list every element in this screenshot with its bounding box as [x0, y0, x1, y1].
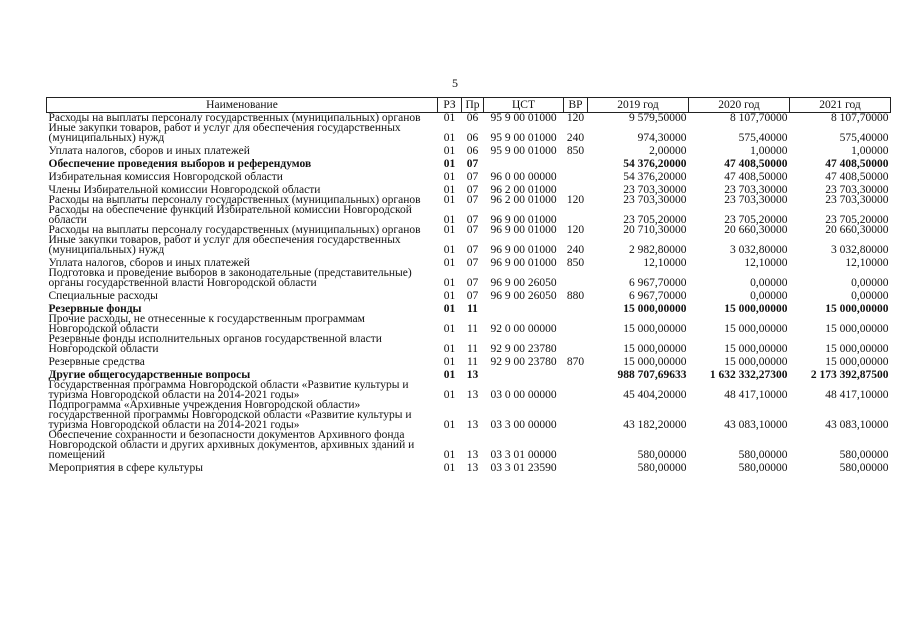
cell-cst: 92 9 00 23780 — [490, 343, 557, 355]
cell-name: Члены Избирательной комиссии Новгородской области — [48, 184, 321, 196]
cell-name: Избирательная комиссия Новгородской области — [48, 171, 283, 183]
cell-pr: 07 — [466, 171, 479, 183]
cell-pr: 13 — [466, 449, 479, 461]
cell-y2021: 2 173 392,87500 — [810, 369, 889, 381]
cell-y2020: 23 705,20000 — [724, 214, 788, 226]
cell-y2019: 20 710,30000 — [623, 224, 687, 236]
cell-cst: 92 0 00 00000 — [490, 323, 557, 335]
cell-vr — [564, 314, 588, 334]
cell-rz: 01 — [443, 214, 456, 226]
cell-vr: 120 — [566, 112, 585, 124]
cell-pr: 06 — [466, 145, 479, 157]
cell-rz: 01 — [443, 158, 456, 170]
cell-y2021: 0,00000 — [851, 290, 889, 302]
cell-y2019: 2,00000 — [649, 145, 687, 157]
cell-y2019: 2 982,80000 — [629, 244, 687, 256]
cell-name: Мероприятия в сфере культуры — [48, 462, 204, 474]
cell-y2020: 23 703,30000 — [724, 194, 788, 206]
cell-vr — [564, 268, 588, 288]
cell-name: Государственная программа Новгородской области «Развитие культуры и туризма Новгородской области на 2014-2021 годы» — [48, 379, 409, 401]
cell-rz: 01 — [443, 112, 456, 124]
header-name: Наименование — [47, 98, 438, 113]
cell-cst: 03 3 01 23590 — [490, 462, 557, 474]
cell-name: Прочие расходы, не отнесенные к государственным программам Новгородской области — [48, 313, 365, 335]
table-row — [47, 288, 891, 301]
cell-rz: 01 — [443, 369, 456, 381]
cell-y2019: 12,10000 — [643, 257, 687, 269]
cell-name: Резервные средства — [48, 356, 145, 368]
table-row — [47, 354, 891, 367]
cell-cst: 95 9 00 01000 — [490, 132, 557, 144]
cell-vr — [564, 380, 588, 400]
cell-cst: 96 9 00 26050 — [490, 277, 557, 289]
cell-y2021: 575,40000 — [839, 132, 889, 144]
cell-pr: 11 — [466, 343, 479, 355]
cell-y2019: 54 376,20000 — [623, 171, 687, 183]
cell-vr: 240 — [566, 244, 585, 256]
table-row — [47, 143, 891, 156]
cell-vr: 120 — [566, 224, 585, 236]
cell-cst: 95 9 00 01000 — [490, 145, 557, 157]
cell-pr: 07 — [466, 224, 479, 236]
cell-pr: 13 — [466, 462, 479, 474]
table-row — [47, 268, 891, 288]
cell-pr: 07 — [466, 184, 479, 196]
cell-y2020: 15 000,00000 — [724, 303, 788, 315]
page-number: 5 — [452, 76, 458, 90]
table-header-row — [47, 98, 891, 113]
cell-y2019: 15 000,00000 — [623, 303, 687, 315]
cell-rz: 01 — [443, 244, 456, 256]
cell-y2021: 20 660,30000 — [825, 224, 889, 236]
cell-y2019: 580,00000 — [637, 462, 687, 474]
cell-cst: 03 3 00 00000 — [490, 419, 557, 431]
table-body — [47, 113, 891, 474]
cell-y2020: 580,00000 — [738, 462, 788, 474]
cell-rz: 01 — [443, 449, 456, 461]
cell-y2019: 15 000,00000 — [623, 356, 687, 368]
cell-rz: 01 — [443, 277, 456, 289]
cell-pr: 07 — [466, 214, 479, 226]
cell-cst: 96 9 00 01000 — [490, 224, 557, 236]
cell-pr: 07 — [466, 257, 479, 269]
cell-pr: 13 — [466, 419, 479, 431]
cell-y2019: 580,00000 — [637, 449, 687, 461]
cell-cst: 96 0 00 00000 — [490, 171, 557, 183]
cell-pr: 11 — [467, 303, 478, 315]
cell-cst — [484, 156, 564, 169]
cell-y2021: 12,10000 — [845, 257, 889, 269]
cell-rz: 01 — [443, 194, 456, 206]
cell-rz: 01 — [443, 184, 456, 196]
cell-y2021: 23 705,20000 — [825, 214, 889, 226]
table-row — [47, 334, 891, 354]
cell-y2020: 23 703,30000 — [724, 184, 788, 196]
cell-vr — [564, 334, 588, 354]
cell-y2020: 1 632 332,27300 — [709, 369, 788, 381]
cell-y2019: 15 000,00000 — [623, 323, 687, 335]
cell-pr: 13 — [466, 369, 479, 381]
cell-pr: 07 — [466, 244, 479, 256]
cell-pr: 07 — [466, 290, 479, 302]
cell-y2019: 45 404,20000 — [623, 389, 687, 401]
cell-pr: 06 — [466, 112, 479, 124]
cell-rz: 01 — [443, 389, 456, 401]
cell-y2021: 43 083,10000 — [825, 419, 889, 431]
header-2021: 2021 год — [790, 98, 891, 113]
cell-name: Подготовка и проведение выборов в законодательные (представительные) органы государственной власти Новгородской области — [48, 267, 412, 289]
header-rz: РЗ — [438, 98, 462, 113]
cell-cst: 96 2 00 01000 — [490, 194, 557, 206]
cell-y2019: 9 579,50000 — [629, 112, 687, 124]
cell-vr — [564, 367, 588, 380]
cell-y2020: 580,00000 — [738, 449, 788, 461]
cell-name: Уплата налогов, сборов и иных платежей — [48, 257, 250, 269]
cell-y2021: 1,00000 — [851, 145, 889, 157]
cell-vr — [564, 156, 588, 169]
cell-rz: 01 — [443, 303, 456, 315]
cell-y2021: 15 000,00000 — [825, 303, 889, 315]
cell-rz: 01 — [443, 462, 456, 474]
header-pr: Пр — [462, 98, 484, 113]
cell-pr: 11 — [466, 356, 479, 368]
cell-cst: 92 9 00 23780 — [490, 356, 557, 368]
cell-cst: 96 9 00 01000 — [490, 244, 557, 256]
cell-y2019: 974,30000 — [637, 132, 687, 144]
cell-rz: 01 — [443, 419, 456, 431]
table-row — [47, 314, 891, 334]
cell-y2020: 8 107,70000 — [730, 112, 788, 124]
cell-y2020: 575,40000 — [738, 132, 788, 144]
cell-cst: 95 9 00 01000 — [490, 112, 557, 124]
cell-y2020: 1,00000 — [750, 145, 788, 157]
cell-y2021: 48 417,10000 — [825, 389, 889, 401]
cell-y2021: 3 032,80000 — [831, 244, 889, 256]
cell-cst: 03 0 00 00000 — [490, 389, 557, 401]
cell-rz: 01 — [443, 343, 456, 355]
cell-y2019: 23 703,30000 — [623, 194, 687, 206]
cell-y2020: 47 408,50000 — [724, 158, 788, 170]
cell-name: Обеспечение сохранности и безопасности документов Архивного фонда Новгородской области и других архивных документов, архивных зданий и помещений — [48, 429, 415, 461]
table-row — [47, 430, 891, 460]
cell-y2021: 15 000,00000 — [825, 343, 889, 355]
cell-cst: 03 3 01 00000 — [490, 449, 557, 461]
cell-name: Расходы на выплаты персоналу государственных (муниципальных) органов — [48, 224, 421, 236]
cell-name: Другие общегосударственные вопросы — [48, 369, 251, 381]
cell-y2019: 6 967,70000 — [629, 290, 687, 302]
cell-y2019: 23 705,20000 — [623, 214, 687, 226]
header-2019: 2019 год — [588, 98, 689, 113]
cell-vr — [564, 205, 588, 225]
cell-rz: 01 — [443, 323, 456, 335]
cell-y2019: 43 182,20000 — [623, 419, 687, 431]
cell-y2020: 43 083,10000 — [724, 419, 788, 431]
cell-y2020: 15 000,00000 — [724, 323, 788, 335]
cell-pr: 07 — [466, 158, 479, 170]
cell-name: Уплата налогов, сборов и иных платежей — [48, 145, 250, 157]
cell-cst — [484, 367, 564, 380]
cell-name: Иные закупки товаров, работ и услуг для обеспечения государственных (муниципальных) нужд — [48, 122, 401, 144]
cell-y2021: 15 000,00000 — [825, 356, 889, 368]
cell-y2019: 15 000,00000 — [623, 343, 687, 355]
cell-y2019: 988 707,69633 — [617, 369, 687, 381]
cell-rz: 01 — [443, 356, 456, 368]
cell-y2019: 23 703,30000 — [623, 184, 687, 196]
cell-cst: 96 9 00 01000 — [490, 214, 557, 226]
cell-vr — [564, 460, 588, 473]
cell-y2020: 47 408,50000 — [724, 171, 788, 183]
table-row — [47, 380, 891, 400]
cell-y2020: 12,10000 — [744, 257, 788, 269]
cell-pr: 07 — [466, 277, 479, 289]
cell-rz: 01 — [443, 257, 456, 269]
cell-name: Резервные фонды исполнительных органов государственной власти Новгородской области — [48, 333, 382, 355]
cell-y2021: 580,00000 — [839, 462, 889, 474]
cell-y2020: 3 032,80000 — [730, 244, 788, 256]
cell-y2021: 15 000,00000 — [825, 323, 889, 335]
cell-pr: 07 — [466, 194, 479, 206]
cell-y2020: 20 660,30000 — [724, 224, 788, 236]
cell-name: Обеспечение проведения выборов и референдумов — [48, 158, 312, 170]
cell-y2020: 48 417,10000 — [724, 389, 788, 401]
table-row — [47, 123, 891, 143]
cell-rz: 01 — [443, 145, 456, 157]
cell-pr: 13 — [466, 389, 479, 401]
cell-cst — [484, 301, 564, 314]
cell-name: Расходы на обеспечение функций Избирательной комиссии Новгородской области — [48, 204, 412, 226]
table-row — [47, 169, 891, 182]
cell-pr: 06 — [466, 132, 479, 144]
table-row — [47, 205, 891, 225]
table-row — [47, 460, 891, 473]
cell-name: Расходы на выплаты персоналу государственных (муниципальных) органов — [48, 194, 421, 206]
cell-rz: 01 — [443, 290, 456, 302]
cell-y2019: 6 967,70000 — [629, 277, 687, 289]
cell-vr: 240 — [566, 132, 585, 144]
cell-name: Подпрограмма «Архивные учреждения Новгородской области» государственной программы Новгородской области «Развитие культуры и туризма Новгородской области на 2014-2021 годы» — [48, 399, 412, 431]
cell-vr — [564, 430, 588, 460]
cell-vr: 850 — [566, 257, 585, 269]
cell-name: Специальные расходы — [48, 290, 158, 302]
cell-y2020: 15 000,00000 — [724, 343, 788, 355]
cell-y2020: 0,00000 — [750, 290, 788, 302]
cell-rz: 01 — [443, 224, 456, 236]
cell-y2021: 23 703,30000 — [825, 184, 889, 196]
cell-cst: 96 9 00 01000 — [490, 257, 557, 269]
budget-table — [46, 97, 891, 473]
cell-y2021: 580,00000 — [839, 449, 889, 461]
cell-name: Резервные фонды — [48, 303, 142, 315]
cell-vr: 880 — [566, 290, 585, 302]
header-cst: ЦСТ — [484, 98, 564, 113]
table-row — [47, 156, 891, 169]
cell-cst: 96 9 00 26050 — [490, 290, 557, 302]
cell-y2021: 47 408,50000 — [825, 158, 889, 170]
cell-y2021: 8 107,70000 — [831, 112, 889, 124]
cell-y2021: 0,00000 — [851, 277, 889, 289]
cell-name: Расходы на выплаты персоналу государственных (муниципальных) органов — [48, 112, 421, 124]
cell-name: Иные закупки товаров, работ и услуг для обеспечения государственных (муниципальных) нужд — [48, 234, 401, 256]
cell-vr: 870 — [566, 356, 585, 368]
table-row — [47, 400, 891, 430]
cell-y2020: 0,00000 — [750, 277, 788, 289]
table-row — [47, 235, 891, 255]
cell-rz: 01 — [443, 132, 456, 144]
cell-vr: 850 — [566, 145, 585, 157]
cell-vr — [564, 301, 588, 314]
cell-rz: 01 — [443, 171, 456, 183]
cell-vr: 120 — [566, 194, 585, 206]
header-vr: ВР — [564, 98, 588, 113]
cell-pr: 11 — [466, 323, 479, 335]
cell-vr — [564, 169, 588, 182]
cell-y2021: 23 703,30000 — [825, 194, 889, 206]
cell-y2020: 15 000,00000 — [724, 356, 788, 368]
cell-y2021: 47 408,50000 — [825, 171, 889, 183]
cell-cst: 96 2 00 01000 — [490, 184, 557, 196]
cell-y2019: 54 376,20000 — [623, 158, 687, 170]
cell-vr — [564, 400, 588, 430]
header-2020: 2020 год — [689, 98, 790, 113]
